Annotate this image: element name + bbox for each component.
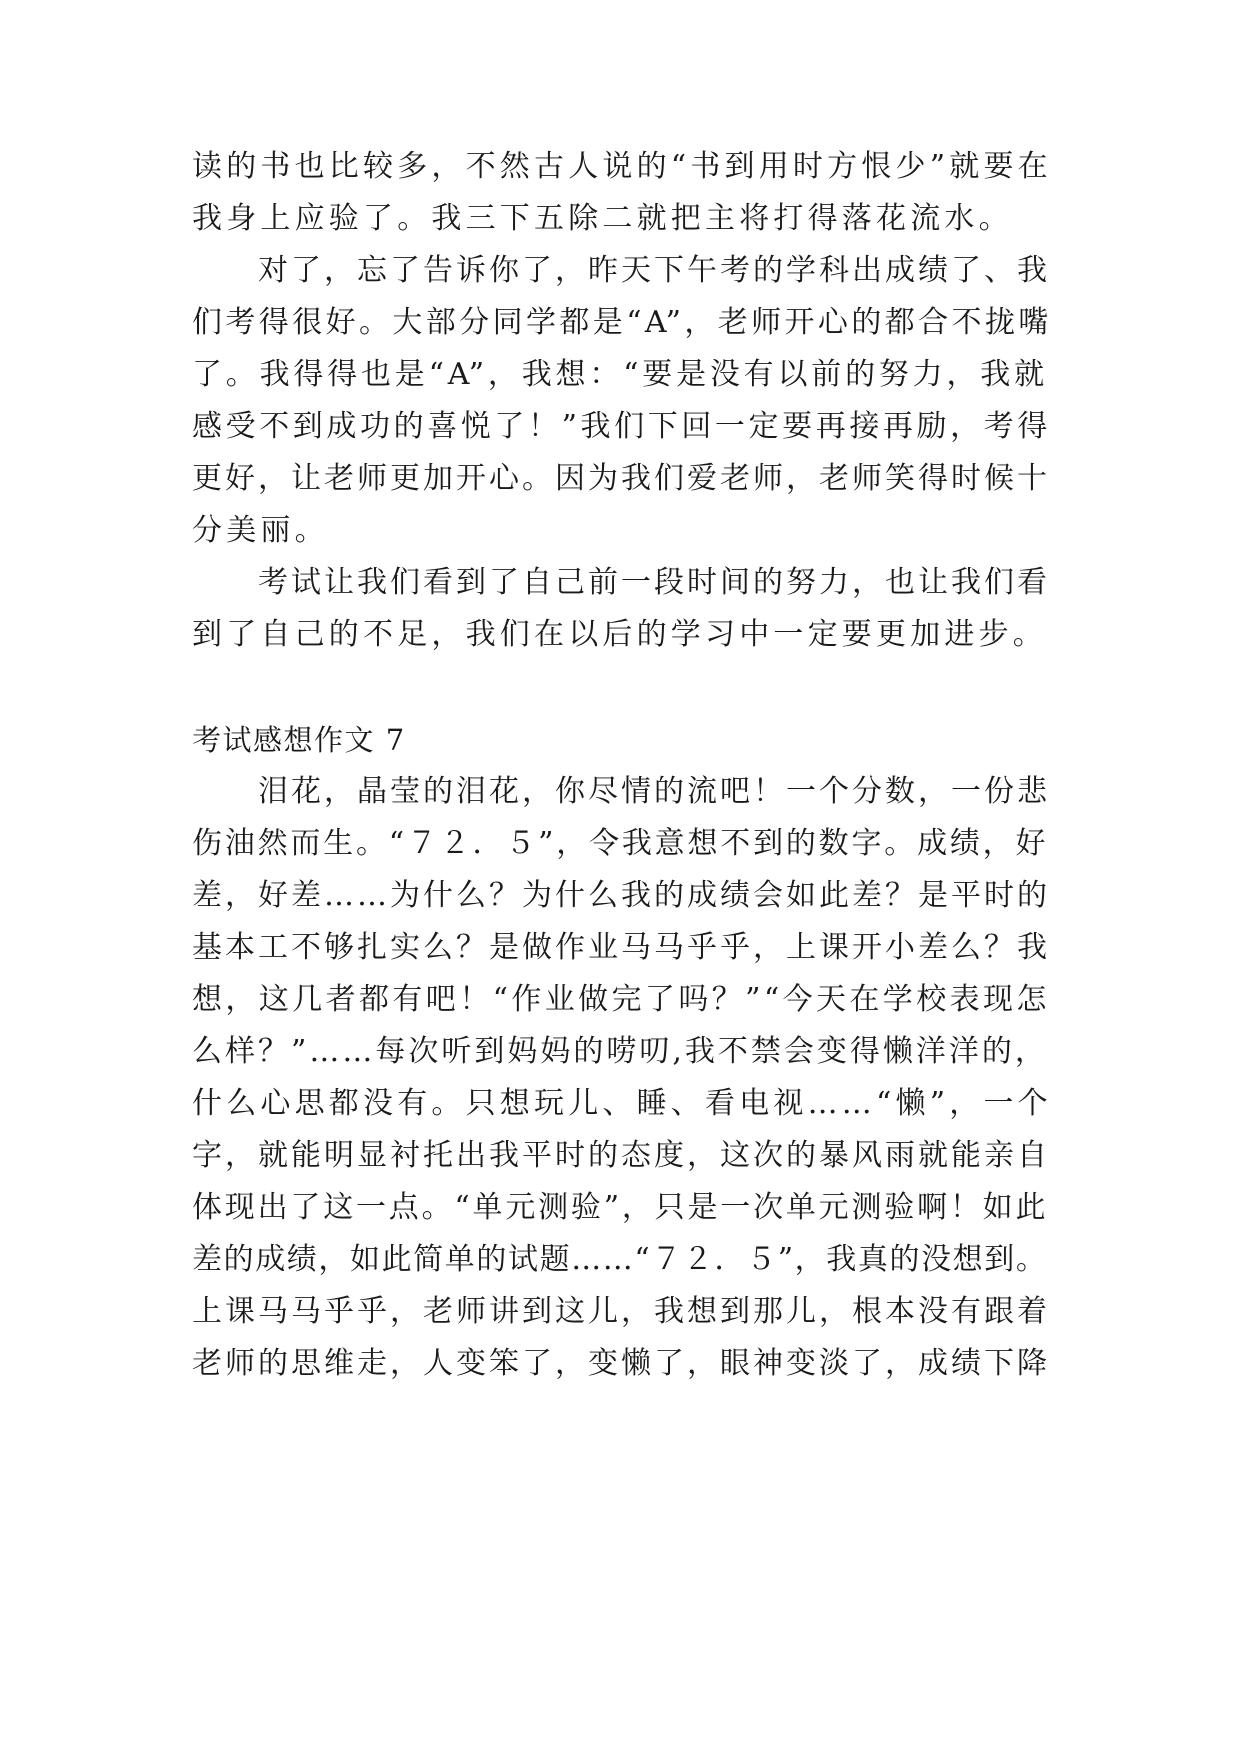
text-line: 感受不到成功的喜悦了！”我们下回一定要再接再励，考得 [192,409,1051,444]
text-line: 们考得很好。大部分同学都是“A”，老师开心的都合不拢嘴 [192,305,1052,340]
text-line: 上课马马乎乎，老师讲到这儿，我想到那儿，根本没有跟着 [192,1294,1050,1329]
text-line: 分美丽。 [192,513,329,548]
text-line: 基本工不够扎实么？是做作业马马乎乎，上课开小差么？我 [192,930,1050,965]
section-heading: 考试感想作文 7 [192,723,406,757]
text-line: 了。我得得也是“A”，我想：“要是没有以前的努力，我就 [192,357,1048,392]
text-line: 伤油然而生。“７２．５”，令我意想不到的数字。成绩，好 [192,826,1049,861]
text-line: 么样？”……每次听到妈妈的唠叨,我不禁会变得懒洋洋的， [192,1034,1048,1069]
text-line: 差，好差……为什么？为什么我的成绩会如此差？是平时的 [192,878,1050,913]
text-line: 对了，忘了告诉你了，昨天下午考的学科出成绩了、我 [192,253,1050,288]
text-line: 读的书也比较多，不然古人说的“书到用时方恨少”就要在 [192,149,1052,184]
text-line: 更好，让老师更加开心。因为我们爱老师，老师笑得时候十 [192,461,1050,496]
text-line: 体现出了这一点。“单元测验”，只是一次单元测验啊！如此 [192,1190,1049,1225]
text-line: 字，就能明显衬托出我平时的态度，这次的暴风雨就能亲自 [192,1138,1050,1173]
text-line: 泪花，晶莹的泪花，你尽情的流吧！一个分数，一份悲 [192,774,1050,809]
text-line: 差的成绩，如此简单的试题……“７２．５”，我真的没想到。 [192,1242,1048,1277]
text-line: 老师的思维走，人变笨了，变懒了，眼神变淡了，成绩下降 [192,1346,1050,1381]
text-line: 到了自己的不足，我们在以后的学习中一定要更加进步。 [192,617,1047,652]
text-line: 想，这几者都有吧！“作业做完了吗？”“今天在学校表现怎 [192,982,1050,1017]
text-line: 什么心思都没有。只想玩儿、睡、看电视……“懒”，一个 [192,1086,1052,1121]
text-line: 我身上应验了。我三下五除二就把主将打得落花流水。 [192,201,1013,236]
text-line: 考试让我们看到了自己前一段时间的努力，也让我们看 [192,565,1050,600]
